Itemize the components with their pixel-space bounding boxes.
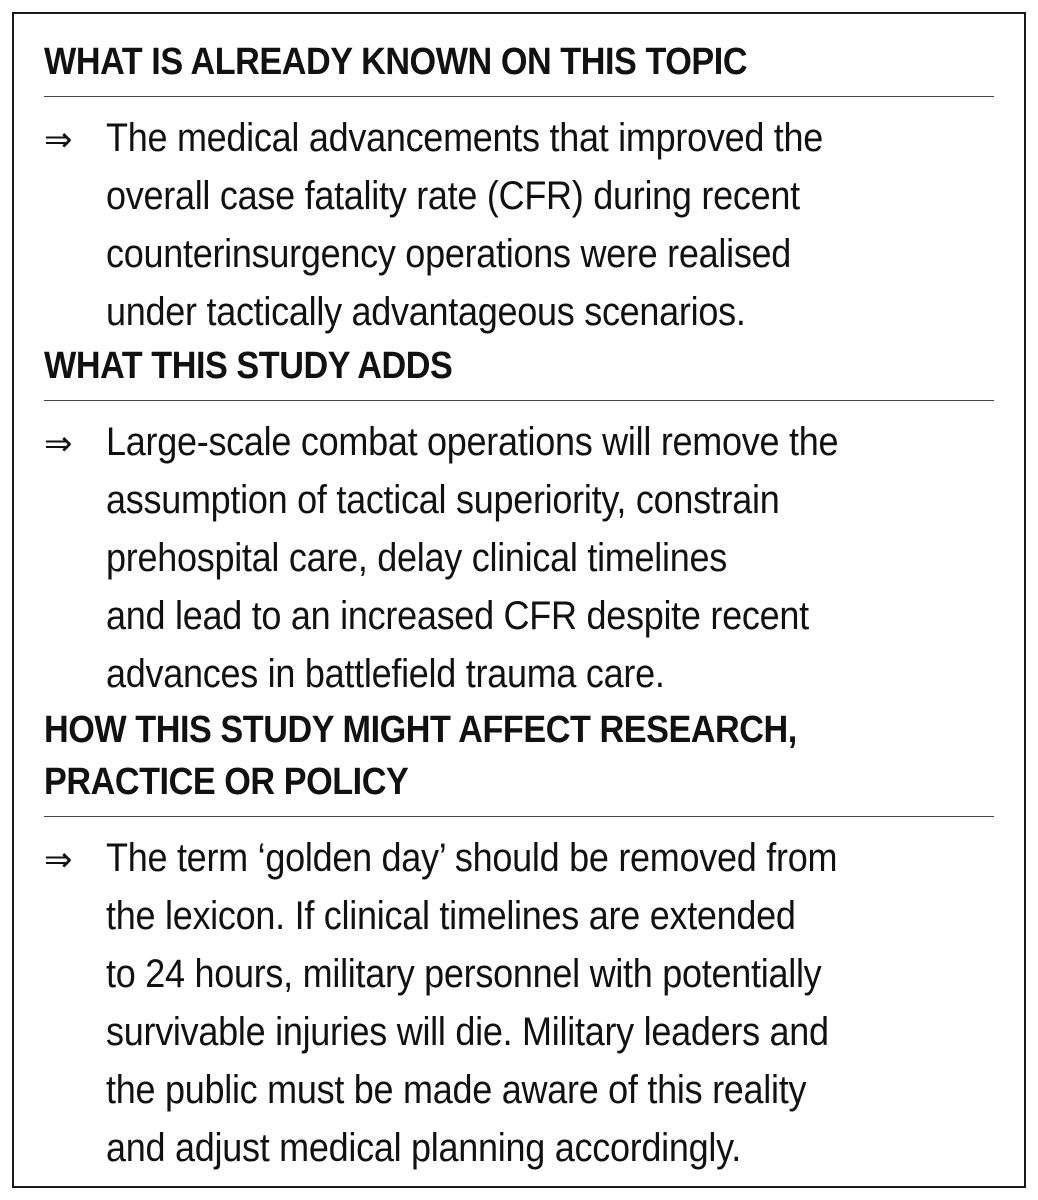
section-heading: WHAT THIS STUDY ADDS (44, 345, 453, 387)
double-arrow-icon: ⇒ (44, 120, 73, 160)
bullet-item (44, 109, 994, 341)
bullet-line: The term ‘golden day’ should be removed from (106, 836, 838, 880)
bullet-line: The medical advancements that improved the (106, 116, 824, 160)
section-divider (44, 400, 994, 401)
section-heading: HOW THIS STUDY MIGHT AFFECT RESEARCH, (44, 709, 797, 751)
bullet-line: Large-scale combat operations will remove the (106, 420, 839, 464)
bullet-line: the public must be made aware of this reality (106, 1068, 807, 1112)
section-heading: PRACTICE OR POLICY (44, 761, 409, 803)
bullet-line: advances in battlefield trauma care. (106, 652, 665, 696)
key-messages-box (12, 12, 1026, 1188)
bullet-line: overall case fatality rate (CFR) during recent (106, 174, 800, 218)
bullet-line: prehospital care, delay clinical timelines (106, 536, 727, 580)
double-arrow-icon: ⇒ (44, 840, 73, 880)
section-divider (44, 816, 994, 817)
bullet-line: the lexicon. If clinical timelines are extended (106, 894, 796, 938)
bullet-line: and lead to an increased CFR despite recent (106, 594, 809, 638)
bullet-line: to 24 hours, military personnel with potentially (106, 952, 822, 996)
double-arrow-icon: ⇒ (44, 424, 73, 464)
section-divider (44, 96, 994, 97)
section-study-adds (44, 340, 994, 703)
bullet-line: under tactically advantageous scenarios. (106, 290, 746, 334)
bullet-line: and adjust medical planning accordingly. (106, 1126, 741, 1170)
bullet-line: counterinsurgency operations were realised (106, 232, 792, 276)
bullet-item (44, 829, 994, 1177)
bullet-item (44, 413, 994, 703)
section-affect-research (44, 704, 994, 1177)
section-already-known (44, 36, 994, 341)
bullet-line: assumption of tactical superiority, constrain (106, 478, 780, 522)
bullet-line: survivable injuries will die. Military leaders and (106, 1010, 829, 1054)
section-heading: WHAT IS ALREADY KNOWN ON THIS TOPIC (44, 41, 748, 83)
